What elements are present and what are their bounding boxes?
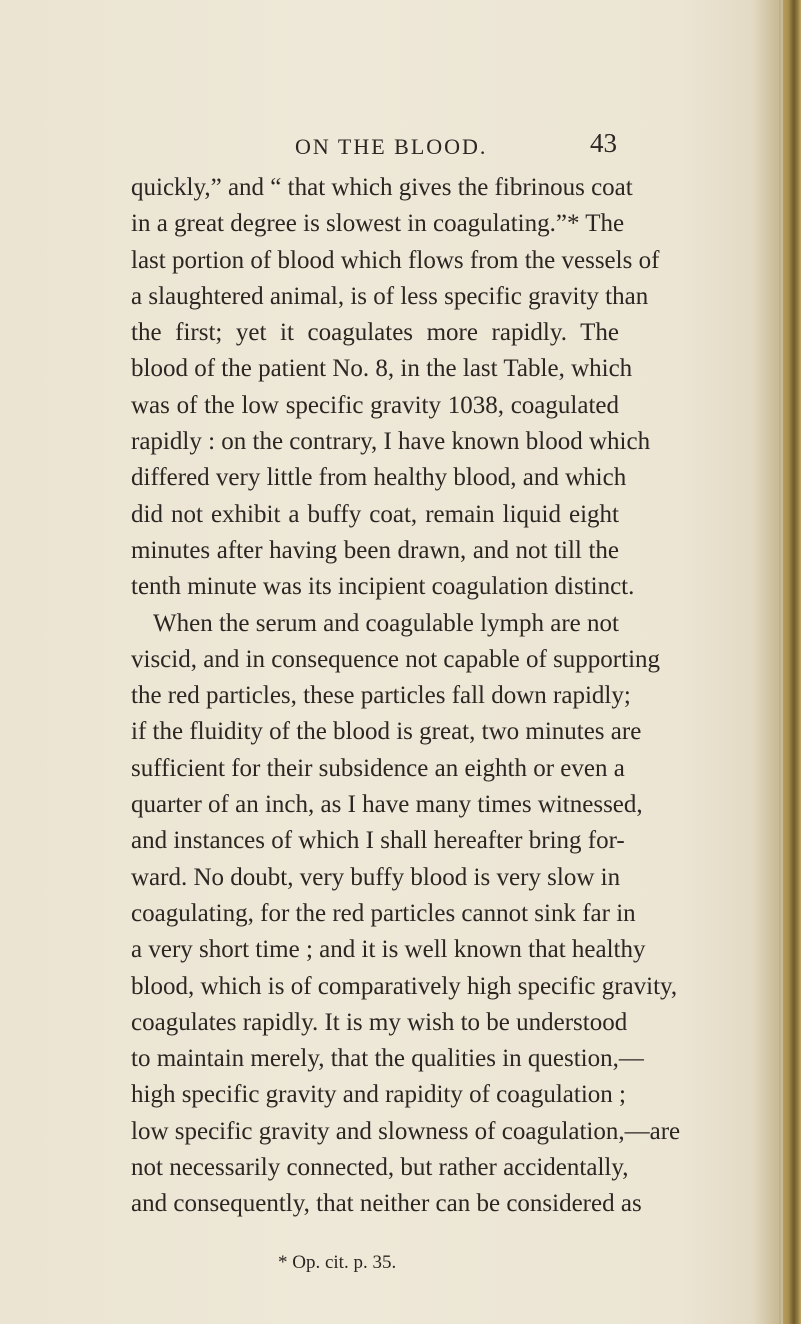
text-line: blood of the patient No. 8, in the last Table, which	[131, 355, 633, 383]
text-line: a very short time ; and it is well known that healthy	[131, 936, 646, 964]
text-line: not necessarily connected, but rather accidentally,	[131, 1154, 629, 1182]
text-line: When the serum and coagulable lymph are not	[153, 609, 619, 637]
text-line: and instances of which I shall hereafter bring for-	[131, 827, 625, 855]
text-line: minutes after having been drawn, and not till the	[131, 536, 619, 564]
text-line: the red particles, these particles fall down rapidly;	[131, 682, 631, 710]
text-line: coagulating, for the red particles cannot sink far in	[131, 899, 636, 927]
book-edge	[783, 0, 801, 1324]
text-line: quarter of an inch, as I have many times witnessed,	[131, 791, 643, 819]
text-line: quickly,” and “ that which gives the fibrinous coat	[131, 174, 633, 201]
text-line: differed very little from healthy blood, and which	[131, 464, 627, 492]
text-line: ward. No doubt, very buffy blood is very slow in	[131, 863, 621, 891]
body-text	[131, 170, 681, 1223]
text-line: to maintain merely, that the qualities in question,—	[131, 1045, 644, 1073]
text-line: low specific gravity and slowness of coagulation,—are	[131, 1117, 681, 1145]
text-line: high specific gravity and rapidity of coagulation ;	[131, 1081, 626, 1109]
page-number: 43	[590, 128, 617, 158]
text-line: sufficient for their subsidence an eighth or even a	[131, 754, 625, 782]
footnote: * Op. cit. p. 35.	[278, 1252, 397, 1273]
text-line: coagulates rapidly. It is my wish to be understood	[131, 1008, 628, 1036]
text-line: if the fluidity of the blood is great, two minutes are	[131, 718, 642, 746]
text-line: and consequently, that neither can be considered as	[131, 1190, 642, 1218]
text-line: did not exhibit a buffy coat, remain liquid eight	[131, 500, 619, 528]
text-line: rapidly : on the contrary, I have known blood which	[131, 428, 651, 456]
text-line: viscid, and in consequence not capable of supporting	[131, 645, 661, 673]
text-line: in a great degree is slowest in coagulating.”* The	[131, 210, 625, 238]
text-line: tenth minute was its incipient coagulation distinct.	[131, 573, 635, 601]
page-edge-shadow	[779, 0, 781, 1324]
text-line: a slaughtered animal, is of less specific gravity than	[131, 282, 649, 310]
text-line: last portion of blood which flows from the vessels of	[131, 246, 660, 274]
text-line: was of the low specific gravity 1038, coagulated	[131, 391, 619, 419]
text-line: blood, which is of comparatively high specific gravity,	[131, 972, 678, 1000]
text-line: the first; yet it coagulates more rapidly. The	[131, 319, 619, 347]
running-head: ON THE BLOOD.	[295, 134, 488, 159]
